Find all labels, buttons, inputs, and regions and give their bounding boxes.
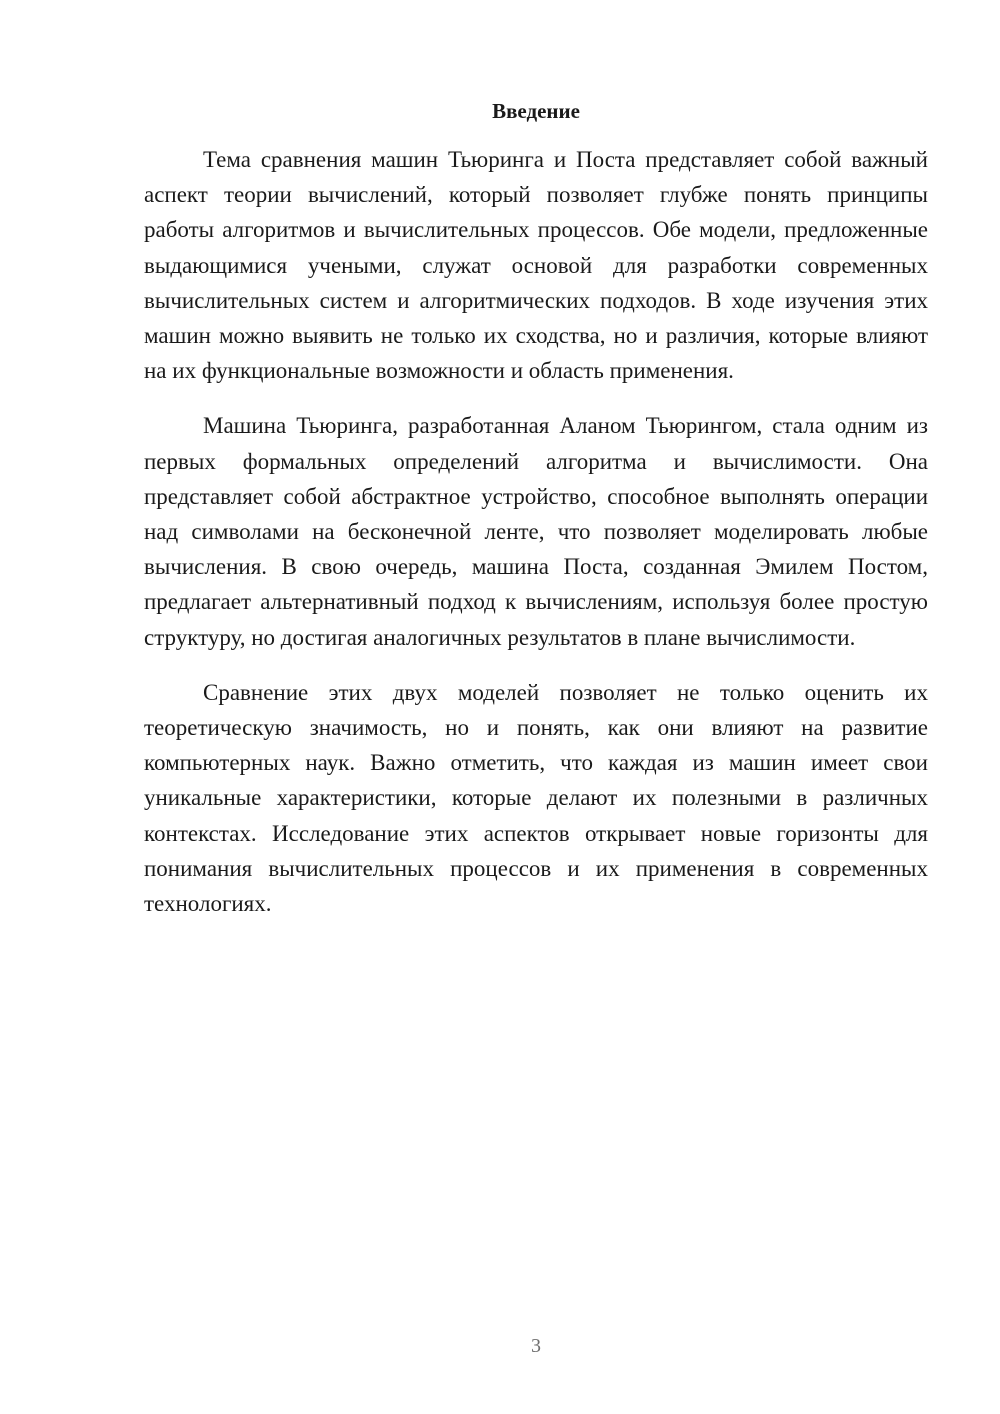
- page-number: 3: [531, 1335, 541, 1357]
- section-body: [144, 142, 928, 941]
- paragraph-comparison: Сравнение этих двух моделей позволяет не только оценить их теоретическую значимость, но и понять, как они влияют на развитие компьютерных наук. Важно отметить, что каждая из машин имеет свои уникальные характеристики, которые делают их полезными в различных контекстах. Исследование этих аспектов открывает новые горизонты для понимания вычислительных процессов и их применения в современных технологиях.: [144, 679, 928, 917]
- section-heading: Введение: [492, 99, 580, 123]
- paragraph-turing-post: Машина Тьюринга, разработанная Аланом Тьюрингом, стала одним из первых формальных определений алгоритма и вычислимости. Она представляет собой абстрактное устройство, способное выполнять операции над символами на бесконечной ленте, что позволяет моделировать любые вычисления. В свою очередь, машина Поста, созданная Эмилем Постом, предлагает альтернативный подход к вычислениям, используя более простую структуру, но достигая аналогичных результатов в плане вычислимости.: [144, 413, 928, 650]
- paragraph-intro: Тема сравнения машин Тьюринга и Поста представляет собой важный аспект теории вычислений, который позволяет глубже понять принципы работы алгоритмов и вычислительных процессов. Обе модели, предложенные выдающимися учеными, служат основой для разработки современных вычислительных систем и алгоритмических подходов. В ходе изучения этих машин можно выявить не только их сходства, но и различия, которые влияют на их функциональные возможности и область применения.: [144, 147, 928, 384]
